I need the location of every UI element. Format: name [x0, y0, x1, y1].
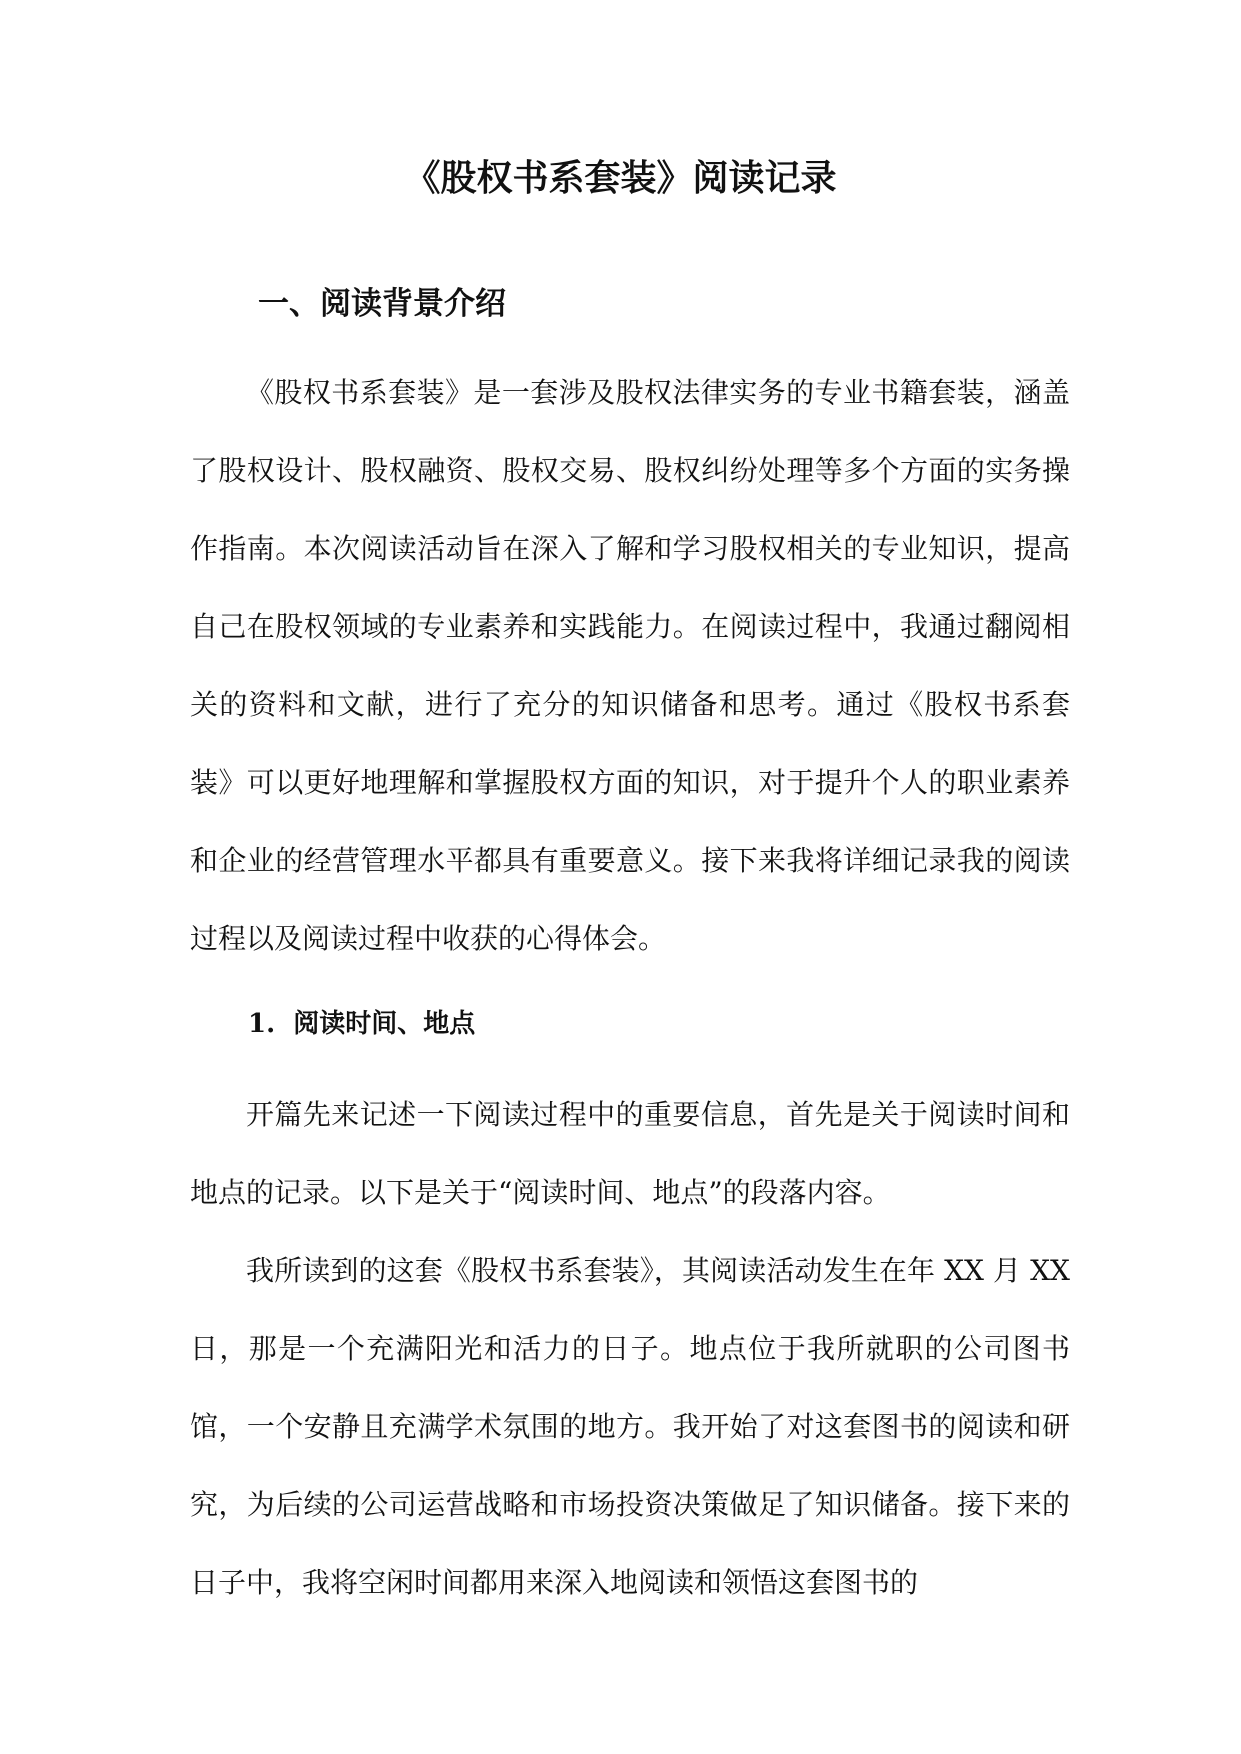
section-heading-background: 一、阅读背景介绍 [258, 286, 506, 322]
paragraph-time-place-detail: 我所读到的这套《股权书系套装》，其阅读活动发生在年 XX 月 XX 日，那是一个充满阳光和活力的日子。地点位于我所就职的公司图书馆，一个安静且充满学术氛围的地方。我开始了对这套图书的阅读和研究，为后续的公司运营战略和市场投资决策做足了知识储备。接下来的日子中，我将空闲时间都用来深入地阅读和领悟这套图书的 [190, 1254, 1070, 1599]
document-title: 《股权书系套装》阅读记录 [404, 157, 837, 199]
paragraph-background: 《股权书系套装》是一套涉及股权法律实务的专业书籍套装，涵盖了股权设计、股权融资、股权交易、股权纠纷处理等多个方面的实务操作指南。本次阅读活动旨在深入了解和学习股权相关的专业知识，提高自己在股权领域的专业素养和实践能力。在阅读过程中，我通过翻阅相关的资料和文献，进行了充分的知识储备和思考。通过《股权书系套装》可以更好地理解和掌握股权方面的知识，对于提升个人的职业素养和企业的经营管理水平都具有重要意义。接下来我将详细记录我的阅读过程以及阅读过程中收获的心得体会。 [190, 376, 1070, 955]
subsection-heading-time-place: 1. 阅读时间、地点 [248, 1009, 476, 1039]
paragraph-time-place-intro: 开篇先来记述一下阅读过程中的重要信息，首先是关于阅读时间和地点的记录。以下是关于“阅读时间、地点”的段落内容。 [190, 1098, 1070, 1209]
